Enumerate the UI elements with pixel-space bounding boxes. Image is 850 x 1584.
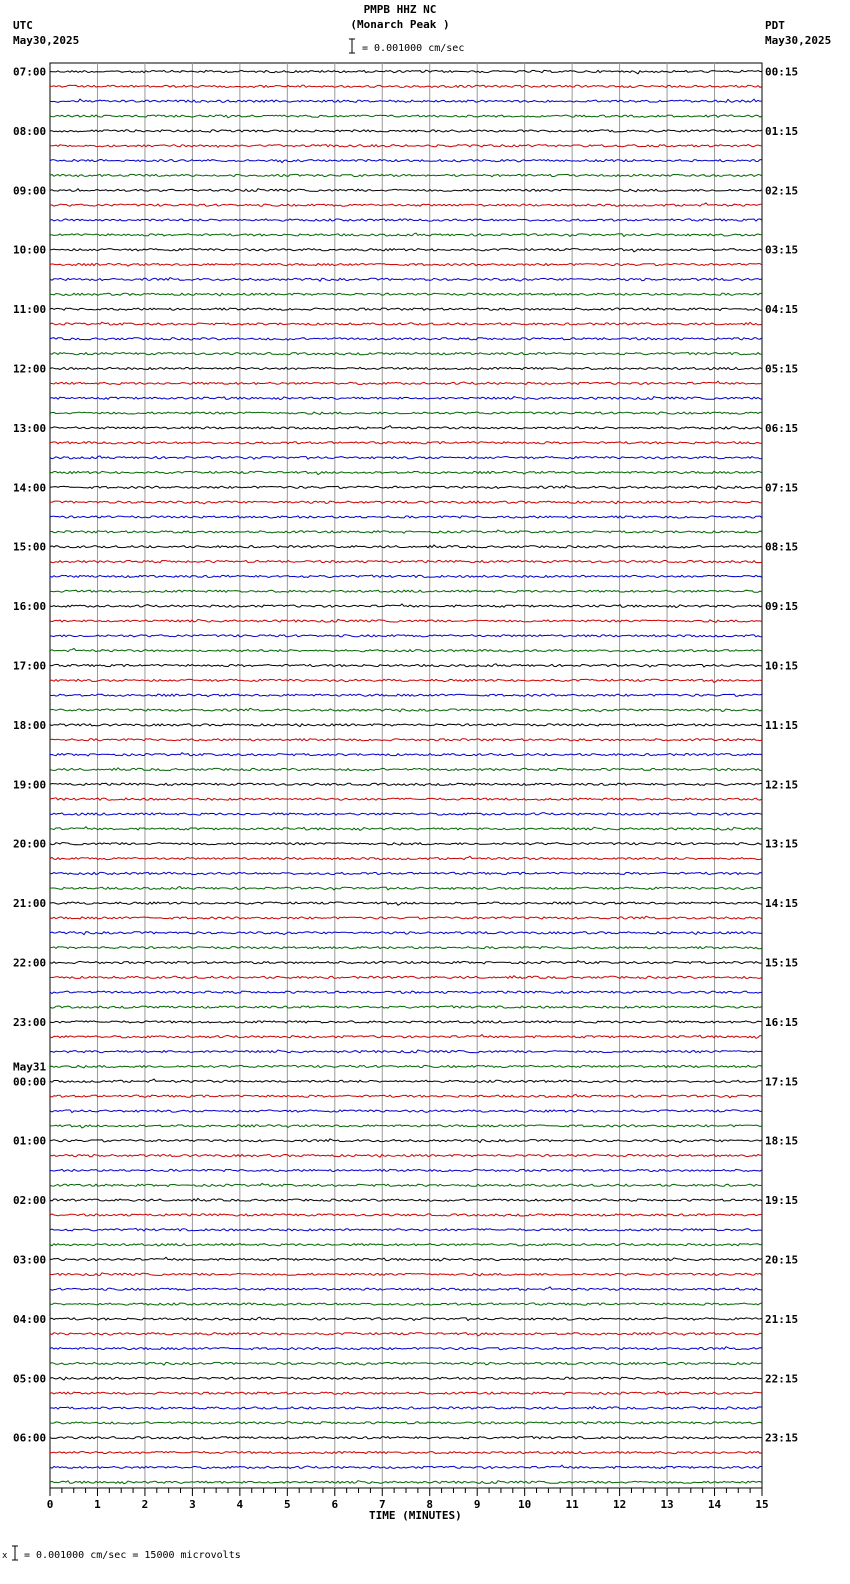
x-tick-label: 5 <box>284 1498 291 1511</box>
seismic-trace <box>50 856 762 859</box>
x-tick-label: 7 <box>378 1498 386 1511</box>
left-hour-label: 06:00 <box>13 1431 47 1445</box>
seismic-trace <box>50 753 762 756</box>
right-date: May30,2025 <box>765 34 832 47</box>
left-hour-label: 20:00 <box>13 837 47 851</box>
seismic-trace <box>50 160 762 163</box>
seismic-trace <box>50 442 762 444</box>
seismic-trace <box>50 70 762 74</box>
seismic-trace <box>50 1362 762 1365</box>
left-hour-label: 19:00 <box>13 778 47 792</box>
seismic-trace <box>50 1481 762 1484</box>
left-timezone: UTC <box>13 19 33 32</box>
seismic-trace <box>50 426 762 429</box>
left-hour-label: 07:00 <box>13 65 47 79</box>
left-hour-label: 16:00 <box>13 600 47 614</box>
seismic-trace <box>50 293 762 296</box>
x-tick-label: 2 <box>141 1498 149 1511</box>
seismic-trace <box>50 827 762 831</box>
seismic-trace <box>50 1035 762 1039</box>
seismic-trace <box>50 768 762 771</box>
seismic-trace <box>50 1391 762 1394</box>
seismic-trace <box>50 843 762 846</box>
left-hour-label: 01:00 <box>13 1134 47 1148</box>
x-tick-label: 1 <box>94 1498 101 1511</box>
left-hour-label: 12:00 <box>13 362 47 376</box>
seismic-trace <box>50 501 762 504</box>
seismic-trace <box>50 1050 762 1053</box>
seismic-trace <box>50 664 762 667</box>
seismic-trace <box>50 397 762 400</box>
scale-text: = 0.001000 cm/sec <box>362 43 465 54</box>
seismic-trace <box>50 189 762 192</box>
right-hour-label: 14:15 <box>765 897 799 911</box>
station-location: (Monarch Peak ) <box>350 18 450 31</box>
seismic-trace <box>50 1021 762 1023</box>
seismic-trace <box>50 516 762 518</box>
left-hour-label: 11:00 <box>13 303 47 317</box>
seismic-trace <box>50 322 762 325</box>
seismic-trace <box>50 1452 762 1454</box>
right-hour-label: 07:15 <box>765 481 799 495</box>
seismic-trace <box>50 947 762 949</box>
left-hour-label: 15:00 <box>13 540 47 554</box>
seismic-trace <box>50 1243 762 1246</box>
seismic-trace <box>50 708 762 712</box>
x-tick-label: 8 <box>426 1498 434 1511</box>
left-hour-label: 17:00 <box>13 659 47 673</box>
seismic-trace <box>50 619 762 622</box>
right-hour-label: 04:15 <box>765 303 799 317</box>
footer-scale-text: = 0.001000 cm/sec = 15000 microvolts <box>24 1550 241 1561</box>
x-axis-label: TIME (MINUTES) <box>369 1509 462 1522</box>
seismic-trace <box>50 486 762 490</box>
x-tick-label: 11 <box>565 1498 579 1511</box>
right-hour-label: 15:15 <box>765 956 799 970</box>
left-date: May30,2025 <box>13 34 80 47</box>
left-hour-label: 02:00 <box>13 1194 47 1208</box>
right-hour-label: 06:15 <box>765 421 799 435</box>
right-hour-label: 10:15 <box>765 659 799 673</box>
x-tick-label: 15 <box>755 1498 769 1511</box>
right-hour-label: 11:15 <box>765 718 799 732</box>
seismic-trace <box>50 991 762 993</box>
right-hour-label: 20:15 <box>765 1253 799 1267</box>
x-tick-label: 10 <box>518 1498 532 1511</box>
seismic-trace <box>50 1125 762 1128</box>
left-hour-label: 14:00 <box>13 481 47 495</box>
seismic-trace <box>50 575 762 578</box>
seismic-trace <box>50 1287 762 1290</box>
seismic-trace <box>50 872 762 874</box>
right-hour-label: 22:15 <box>765 1372 799 1386</box>
seismic-trace <box>50 145 762 148</box>
seismic-trace <box>50 961 762 964</box>
right-hour-label: 21:15 <box>765 1312 799 1326</box>
right-hour-label: 12:15 <box>765 778 799 792</box>
seismic-trace <box>50 352 762 355</box>
seismic-trace <box>50 1110 762 1113</box>
seismic-trace <box>50 249 762 252</box>
seismic-trace <box>50 1465 762 1468</box>
seismic-trace <box>50 783 762 786</box>
seismic-trace <box>50 1169 762 1171</box>
seismic-trace <box>50 561 762 563</box>
x-tick-label: 14 <box>707 1498 722 1511</box>
seismic-trace <box>50 1303 762 1305</box>
seismic-trace <box>50 1317 762 1320</box>
seismic-trace <box>50 1183 762 1186</box>
seismic-trace <box>50 1377 762 1380</box>
left-hour-label: 22:00 <box>13 956 47 970</box>
left-hour-label: 09:00 <box>13 184 47 198</box>
x-tick-label: 3 <box>189 1498 196 1511</box>
left-hour-label: 03:00 <box>13 1253 47 1267</box>
left-hour-label: 23:00 <box>13 1015 47 1029</box>
left-hour-label: 13:00 <box>13 421 47 435</box>
seismic-trace <box>50 412 762 415</box>
day-change-label: May31 <box>13 1060 47 1074</box>
seismic-trace <box>50 1006 762 1009</box>
seismic-trace <box>50 1422 762 1424</box>
x-tick-label: 6 <box>331 1498 339 1511</box>
seismic-trace <box>50 99 762 102</box>
right-hour-label: 17:15 <box>765 1075 799 1089</box>
footer-marker: x <box>2 1551 8 1561</box>
seismic-trace <box>50 233 762 236</box>
seismic-trace <box>50 85 762 87</box>
right-hour-label: 02:15 <box>765 184 799 198</box>
seismic-trace <box>50 174 762 176</box>
seismic-trace <box>50 1228 762 1231</box>
seismic-trace <box>50 1214 762 1216</box>
right-hour-label: 08:15 <box>765 540 799 554</box>
seismic-trace <box>50 1094 762 1097</box>
seismic-trace <box>50 381 762 384</box>
right-hour-label: 18:15 <box>765 1134 799 1148</box>
seismic-trace <box>50 932 762 935</box>
seismic-trace <box>50 203 762 206</box>
left-hour-label: 08:00 <box>13 124 47 138</box>
seismic-trace <box>50 367 762 369</box>
seismic-trace <box>50 724 762 727</box>
seismic-trace <box>50 739 762 741</box>
left-hour-label: 10:00 <box>13 243 47 257</box>
seismic-trace <box>50 976 762 979</box>
seismic-trace <box>50 130 762 133</box>
right-hour-label: 03:15 <box>765 243 799 257</box>
seismic-trace <box>50 456 762 459</box>
seismic-trace <box>50 902 762 905</box>
right-hour-label: 23:15 <box>765 1431 799 1445</box>
seismic-trace <box>50 604 762 608</box>
seismic-trace <box>50 115 762 118</box>
seismic-trace <box>50 545 762 548</box>
right-hour-label: 13:15 <box>765 837 799 851</box>
seismic-trace <box>50 1347 762 1350</box>
left-hour-label: 21:00 <box>13 897 47 911</box>
seismic-trace <box>50 635 762 637</box>
x-tick-label: 12 <box>612 1498 627 1511</box>
right-hour-label: 00:15 <box>765 65 799 79</box>
right-hour-label: 01:15 <box>765 124 799 138</box>
right-hour-label: 19:15 <box>765 1194 799 1208</box>
seismic-trace <box>50 1065 762 1068</box>
right-hour-label: 16:15 <box>765 1015 799 1029</box>
seismic-trace <box>50 1198 762 1201</box>
seismic-trace <box>50 798 762 800</box>
seismic-trace <box>50 1406 762 1409</box>
x-tick-label: 13 <box>660 1498 674 1511</box>
x-tick-label: 4 <box>236 1498 244 1511</box>
left-hour-label: 18:00 <box>13 718 47 732</box>
right-timezone: PDT <box>765 19 785 32</box>
left-hour-label: 04:00 <box>13 1312 47 1326</box>
left-hour-label: 00:00 <box>13 1075 47 1089</box>
left-hour-label: 05:00 <box>13 1372 47 1386</box>
seismic-trace <box>50 1139 762 1143</box>
seismic-trace <box>50 916 762 919</box>
seismic-trace <box>50 679 762 682</box>
station-title: PMPB HHZ NC <box>363 3 437 16</box>
seismic-trace <box>50 1436 762 1439</box>
seismic-trace <box>50 219 762 221</box>
seismic-trace <box>50 813 762 816</box>
seismic-trace <box>50 278 762 282</box>
x-tick-label: 0 <box>46 1498 54 1511</box>
seismic-trace <box>50 1079 762 1082</box>
seismic-trace <box>50 264 762 267</box>
seismic-trace <box>50 530 762 533</box>
seismic-trace <box>50 471 762 474</box>
seismic-trace <box>50 308 762 311</box>
seismic-trace <box>50 1273 762 1276</box>
right-hour-label: 05:15 <box>765 362 799 376</box>
footer-scale-bar-icon <box>11 1545 19 1561</box>
seismic-trace <box>50 694 762 697</box>
seismic-trace <box>50 338 762 340</box>
seismic-trace <box>50 1257 762 1261</box>
seismic-trace <box>50 1155 762 1158</box>
x-tick-label: 9 <box>473 1498 481 1511</box>
seismic-trace <box>50 590 762 592</box>
seismic-trace <box>50 1333 762 1336</box>
seismic-trace <box>50 648 762 651</box>
right-hour-label: 09:15 <box>765 600 799 614</box>
seismic-trace <box>50 887 762 890</box>
